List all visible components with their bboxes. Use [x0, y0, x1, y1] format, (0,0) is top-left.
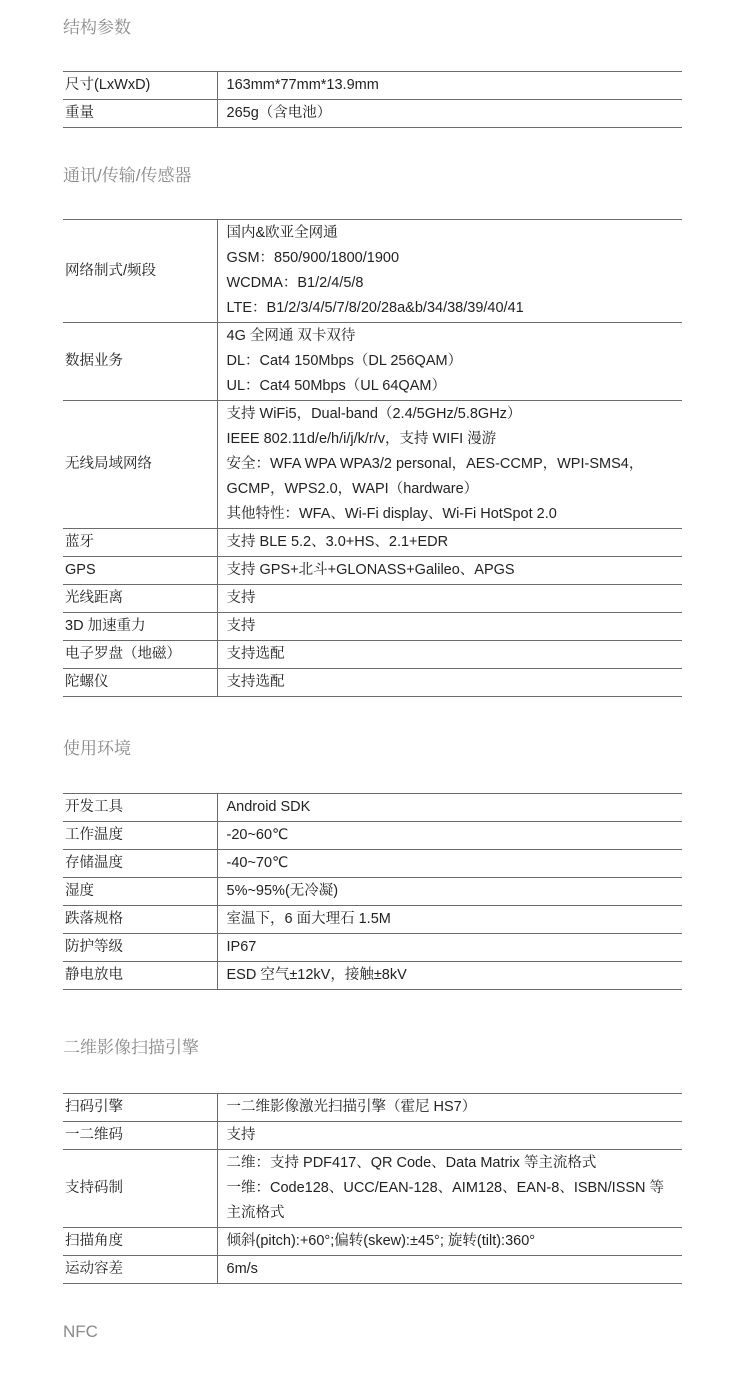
- spec-label: 数据业务: [65, 353, 123, 369]
- spec-value: [217, 1256, 682, 1284]
- spec-value-line: 支持: [226, 1127, 256, 1143]
- spec-value-line: ESD 空气±12kV，接触±8kV: [226, 967, 407, 983]
- spec-value: [217, 934, 682, 962]
- spec-value-line: 5%~95%(无冷凝): [226, 883, 339, 899]
- spec-label: 陀螺仪: [65, 674, 109, 690]
- spec-value-line: GSM：850/900/1800/1900: [226, 250, 400, 266]
- spec-label: 重量: [65, 105, 94, 121]
- spec-label: 光线距离: [65, 590, 123, 606]
- spec-value-line: 一维：Code128、UCC/EAN-128、AIM128、EAN-8、ISBN/ISSN 等: [226, 1180, 665, 1196]
- spec-value: [217, 641, 682, 669]
- spec-row: [63, 794, 682, 822]
- spec-value-line: 4G 全网通 双卡双待: [226, 328, 356, 344]
- spec-value: [217, 100, 682, 128]
- spec-value-line: -40~70℃: [226, 855, 289, 871]
- spec-value-line: -20~60℃: [226, 827, 289, 843]
- spec-value: [217, 1094, 682, 1122]
- spec-value-line: 倾斜(pitch):+60°;偏转(skew):±45°; 旋转(tilt):360°: [226, 1233, 536, 1249]
- spec-value-line: Android SDK: [226, 799, 311, 815]
- spec-label: 湿度: [65, 883, 94, 899]
- spec-value: [217, 906, 682, 934]
- spec-row: [63, 906, 682, 934]
- spec-row: [63, 822, 682, 850]
- spec-value-line: 室温下，6 面大理石 1.5M: [226, 911, 391, 927]
- spec-value-line: 支持: [226, 618, 256, 634]
- spec-row: [63, 1094, 682, 1122]
- spec-label: 扫描角度: [65, 1233, 123, 1249]
- spec-row: [63, 878, 682, 906]
- spec-label: 存储温度: [65, 855, 123, 871]
- spec-value: [217, 557, 682, 585]
- spec-value-line: 安全：WFA WPA WPA3/2 personal，AES-CCMP，WPI-SMS4，: [226, 456, 644, 472]
- spec-row: [63, 529, 682, 557]
- spec-label: 跌落规格: [65, 911, 123, 927]
- spec-value-line: 国内&欧亚全网通: [226, 225, 338, 241]
- spec-row: [63, 613, 682, 641]
- spec-label: GPS: [65, 562, 96, 578]
- spec-label: 工作温度: [65, 827, 123, 843]
- spec-value-line: IP67: [226, 939, 257, 955]
- spec-value-line: 支持选配: [226, 674, 285, 690]
- spec-label: 防护等级: [65, 939, 123, 955]
- spec-label: 蓝牙: [65, 534, 94, 550]
- spec-row: [63, 934, 682, 962]
- spec-table-scan-engine: [63, 1093, 682, 1284]
- spec-table-structure: [63, 71, 682, 128]
- spec-value-line: 一二维影像激光扫描引擎（霍尼 HS7）: [226, 1099, 477, 1115]
- spec-label: 一二维码: [65, 1127, 123, 1143]
- section-title-nfc: NFC: [63, 1322, 98, 1341]
- spec-label: 支持码制: [65, 1180, 123, 1196]
- spec-value-line: GCMP，WPS2.0，WAPI（hardware）: [226, 481, 479, 497]
- spec-row: [63, 1150, 682, 1228]
- spec-value: [217, 794, 682, 822]
- spec-value: [217, 962, 682, 990]
- spec-row: [63, 1228, 682, 1256]
- spec-value: [217, 529, 682, 557]
- spec-label: 运动容差: [65, 1261, 123, 1277]
- spec-value-line: 其他特性：WFA、Wi-Fi display、Wi-Fi HotSpot 2.0: [226, 506, 557, 522]
- spec-value-line: 163mm*77mm*13.9mm: [226, 77, 379, 93]
- section-title-structure: 结构参数: [63, 18, 131, 37]
- spec-row: [63, 962, 682, 990]
- spec-label: 网络制式/频段: [65, 262, 157, 279]
- spec-value: [217, 613, 682, 641]
- spec-row: [63, 220, 682, 323]
- spec-label: 电子罗盘（地磁）: [65, 646, 181, 662]
- spec-row: [63, 557, 682, 585]
- spec-value-line: 支持 BLE 5.2、3.0+HS、2.1+EDR: [226, 534, 449, 550]
- spec-value: [217, 1122, 682, 1150]
- spec-row: [63, 401, 682, 529]
- spec-label: 3D 加速重力: [65, 618, 146, 634]
- spec-value: [217, 220, 682, 323]
- section-title-scan-engine: 二维影像扫描引擎: [63, 1038, 199, 1057]
- spec-table-communication: [63, 219, 682, 697]
- spec-value-line: LTE：B1/2/3/4/5/7/8/20/28a&b/34/38/39/40/41: [226, 300, 524, 316]
- section-title-communication: 通讯/传输/传感器: [63, 166, 192, 185]
- spec-value-line: 支持选配: [226, 646, 285, 662]
- spec-value-line: 二维：支持 PDF417、QR Code、Data Matrix 等主流格式: [226, 1155, 597, 1171]
- spec-row: [63, 669, 682, 697]
- spec-value-line: 支持: [226, 590, 256, 606]
- spec-value-line: 6m/s: [226, 1261, 258, 1277]
- spec-label: 静电放电: [65, 967, 123, 983]
- spec-row: [63, 850, 682, 878]
- spec-value: [217, 1150, 682, 1228]
- spec-value: [217, 822, 682, 850]
- spec-value: [217, 401, 682, 529]
- spec-row: [63, 1256, 682, 1284]
- spec-label: 扫码引擎: [65, 1099, 123, 1115]
- spec-value: [217, 323, 682, 401]
- spec-label: 无线局域网络: [65, 456, 152, 472]
- spec-row: [63, 323, 682, 401]
- spec-label: 尺寸(LxWxD): [65, 77, 151, 93]
- spec-value-line: IEEE 802.11d/e/h/i/j/k/r/v，支持 WIFI 漫游: [226, 431, 497, 447]
- section-title-environment: 使用环境: [63, 739, 131, 758]
- spec-value: [217, 72, 682, 100]
- spec-row: [63, 585, 682, 613]
- spec-value-line: 支持 WiFi5，Dual-band（2.4/5GHz/5.8GHz）: [226, 406, 522, 422]
- spec-row: [63, 641, 682, 669]
- spec-value: [217, 669, 682, 697]
- spec-value: [217, 878, 682, 906]
- spec-row: [63, 1122, 682, 1150]
- spec-value-line: DL：Cat4 150Mbps（DL 256QAM）: [226, 353, 463, 369]
- spec-value: [217, 850, 682, 878]
- spec-table-environment: [63, 793, 682, 990]
- spec-value-line: WCDMA：B1/2/4/5/8: [226, 275, 364, 291]
- spec-label: 开发工具: [65, 799, 123, 815]
- spec-row: [63, 72, 682, 100]
- spec-value-line: 主流格式: [226, 1205, 285, 1221]
- spec-row: [63, 100, 682, 128]
- spec-value: [217, 585, 682, 613]
- spec-value-line: 265g（含电池）: [226, 105, 332, 121]
- spec-value-line: UL：Cat4 50Mbps（UL 64QAM）: [226, 378, 446, 394]
- spec-value: [217, 1228, 682, 1256]
- spec-value-line: 支持 GPS+北斗+GLONASS+Galileo、APGS: [226, 562, 515, 578]
